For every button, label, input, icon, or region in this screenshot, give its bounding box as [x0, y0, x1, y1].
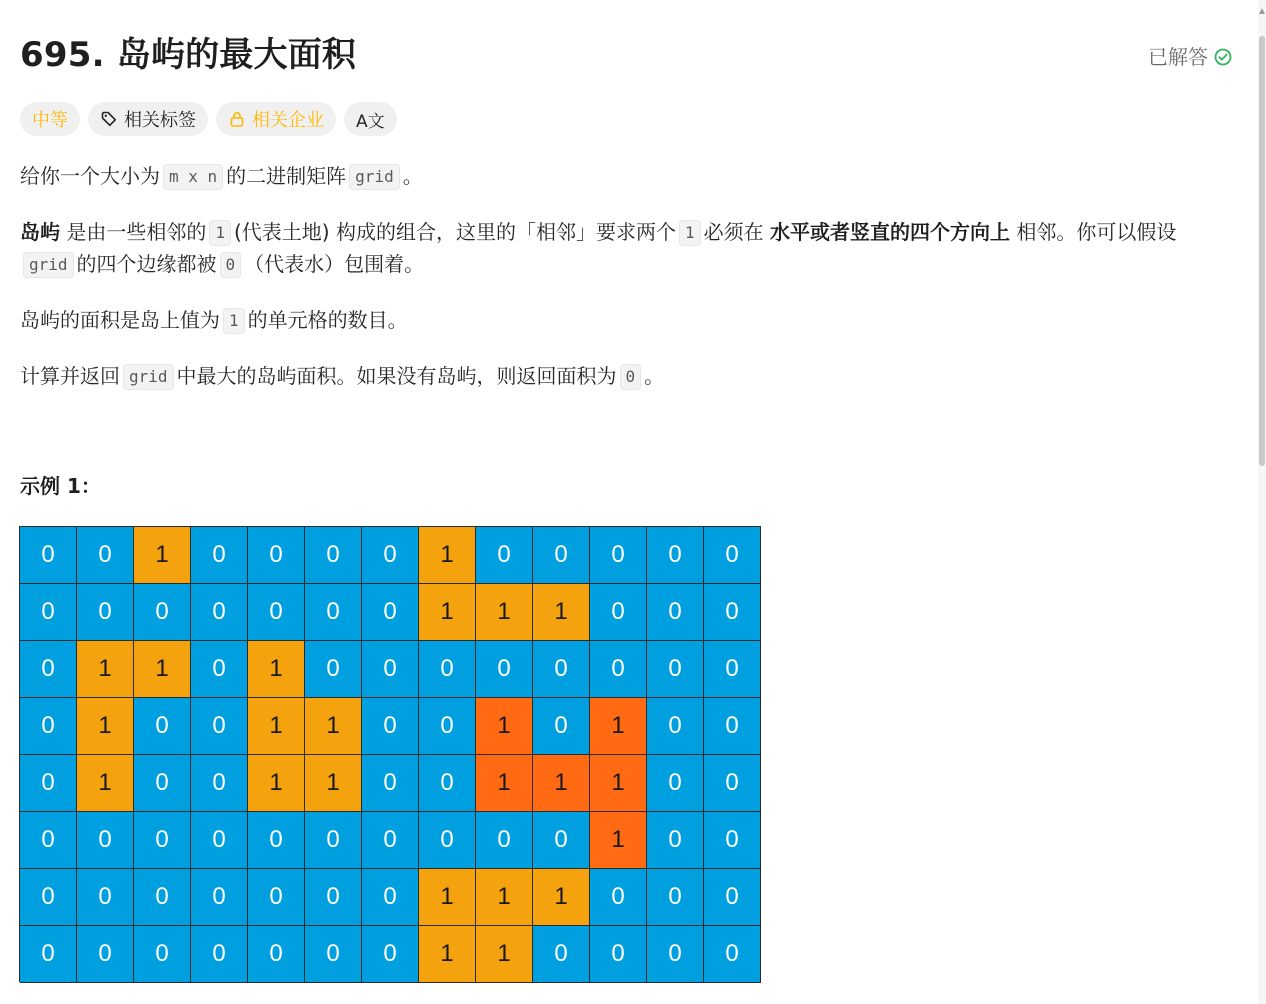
- example-title: 示例 1：: [20, 474, 101, 498]
- grid-cell: 0: [20, 812, 77, 869]
- grid-cell: 0: [134, 584, 191, 641]
- scroll-up-arrow-icon[interactable]: [1259, 8, 1265, 14]
- grid-cell: 0: [20, 527, 77, 584]
- grid-cell: 1: [476, 755, 533, 812]
- grid-cell: 0: [533, 641, 590, 698]
- grid-cell: 0: [647, 527, 704, 584]
- text-fragment: （代表水）包围着。: [244, 252, 425, 276]
- inline-code: 1: [209, 220, 231, 246]
- grid-cell: 0: [704, 641, 761, 698]
- problem-description: [20, 160, 1230, 416]
- grid-cell: 0: [77, 527, 134, 584]
- grid-cell: 0: [248, 584, 305, 641]
- grid-cell: 1: [77, 641, 134, 698]
- scrollbar[interactable]: [1258, 0, 1266, 1004]
- grid-cell: 0: [362, 527, 419, 584]
- grid-cell: 1: [533, 869, 590, 926]
- inline-code: 1: [679, 220, 701, 246]
- inline-code: 0: [620, 364, 642, 390]
- grid-cell: 1: [134, 527, 191, 584]
- grid-cell: 0: [533, 527, 590, 584]
- example-grid-image: [19, 526, 761, 982]
- grid-cell: 1: [533, 755, 590, 812]
- grid-cell: 0: [647, 755, 704, 812]
- related-tags-button[interactable]: [88, 102, 208, 136]
- problem-title: 695. 岛屿的最大面积: [20, 35, 357, 75]
- grid-cell: 0: [533, 926, 590, 983]
- grid-cell: 0: [704, 527, 761, 584]
- tag-bar: [20, 102, 397, 136]
- grid-cell: 0: [704, 869, 761, 926]
- grid-cell: 0: [476, 527, 533, 584]
- grid-cell: 1: [248, 641, 305, 698]
- inline-code: grid: [123, 364, 174, 390]
- grid-cell: 1: [305, 698, 362, 755]
- grid-cell: 1: [419, 869, 476, 926]
- solved-status[interactable]: [1148, 41, 1232, 70]
- text-fragment: 。: [402, 164, 423, 188]
- grid-cell: 0: [533, 812, 590, 869]
- text-fragment: 的二进制矩阵: [226, 164, 347, 188]
- inline-code: 0: [220, 252, 242, 278]
- grid-cell: 0: [647, 584, 704, 641]
- inline-code: m x n: [163, 164, 223, 190]
- grid-cell: 1: [248, 755, 305, 812]
- grid-cell: 0: [191, 755, 248, 812]
- grid-cell: 1: [476, 698, 533, 755]
- description-paragraph-4: [20, 360, 1230, 392]
- text-fragment: 相邻。你可以假设: [1016, 220, 1177, 244]
- grid-cell: 1: [419, 527, 476, 584]
- text-fragment: 的单元格的数目。: [247, 308, 408, 332]
- grid-cell: 0: [191, 812, 248, 869]
- grid-cell: 0: [20, 869, 77, 926]
- inline-code: grid: [23, 252, 74, 278]
- grid-cell: 0: [362, 698, 419, 755]
- grid-cell: 0: [704, 698, 761, 755]
- grid-cell: 1: [476, 926, 533, 983]
- grid-cell: 0: [647, 641, 704, 698]
- description-paragraph-2: [20, 216, 1230, 280]
- grid-cell: 0: [305, 584, 362, 641]
- grid-cell: 0: [191, 527, 248, 584]
- grid-cell: 0: [476, 641, 533, 698]
- bold-term: 岛屿: [20, 220, 60, 244]
- grid-cell: 0: [704, 584, 761, 641]
- grid-cell: 0: [248, 869, 305, 926]
- grid-cell: 0: [305, 869, 362, 926]
- grid-cell: 0: [134, 755, 191, 812]
- grid-cell: 0: [362, 812, 419, 869]
- grid-cell: 0: [305, 812, 362, 869]
- grid-cell: 0: [590, 641, 647, 698]
- grid-cell: 0: [704, 812, 761, 869]
- grid-cell: 0: [362, 926, 419, 983]
- scrollbar-thumb[interactable]: [1259, 36, 1265, 466]
- grid-cell: 0: [419, 698, 476, 755]
- grid-cell: 0: [590, 527, 647, 584]
- grid-cell: 1: [476, 869, 533, 926]
- grid-cell: 0: [305, 926, 362, 983]
- text-fragment: 岛屿的面积是岛上值为: [20, 308, 220, 332]
- grid-cell: 1: [248, 698, 305, 755]
- grid-cell: 1: [134, 641, 191, 698]
- grid-cell: 1: [419, 926, 476, 983]
- text-fragment: 给你一个大小为: [20, 164, 160, 188]
- grid-cell: 0: [362, 755, 419, 812]
- related-companies-button[interactable]: [216, 102, 336, 136]
- translate-button[interactable]: [344, 102, 397, 136]
- grid-cell: 0: [704, 926, 761, 983]
- grid-cell: 0: [77, 926, 134, 983]
- related-companies-label: 相关企业: [252, 110, 324, 131]
- grid-cell: 0: [248, 527, 305, 584]
- problem-header: [20, 30, 1232, 80]
- description-paragraph-1: [20, 160, 1230, 192]
- tag-icon: [100, 110, 118, 128]
- text-fragment: 中最大的岛屿面积。如果没有岛屿，则返回面积为: [176, 364, 617, 388]
- grid-cell: 0: [20, 641, 77, 698]
- grid-cell: 0: [191, 869, 248, 926]
- grid-cell: 0: [647, 698, 704, 755]
- grid-cell: 1: [590, 755, 647, 812]
- grid-cell: 0: [191, 698, 248, 755]
- grid-cell: 0: [20, 755, 77, 812]
- grid-cell: 1: [476, 584, 533, 641]
- grid-cell: 0: [248, 812, 305, 869]
- check-circle-icon: [1214, 47, 1232, 65]
- grid-cell: 0: [647, 926, 704, 983]
- grid-cell: 0: [590, 584, 647, 641]
- grid-cell: 0: [77, 584, 134, 641]
- grid-cell: 0: [305, 527, 362, 584]
- grid-cell: 0: [362, 584, 419, 641]
- text-fragment: 。: [644, 364, 665, 388]
- grid-cell: 0: [647, 869, 704, 926]
- grid-cell: 1: [77, 755, 134, 812]
- grid-cell: 0: [20, 698, 77, 755]
- grid-cell: 0: [134, 869, 191, 926]
- grid-cell: 0: [134, 812, 191, 869]
- grid-cell: 0: [419, 755, 476, 812]
- grid-cell: 0: [134, 926, 191, 983]
- grid-cell: 0: [476, 812, 533, 869]
- inline-code: grid: [349, 164, 400, 190]
- difficulty-label: 中等: [32, 110, 68, 131]
- grid-cell: 0: [191, 926, 248, 983]
- grid-cell: 0: [305, 641, 362, 698]
- grid-cell: 0: [533, 698, 590, 755]
- grid-cell: 0: [191, 584, 248, 641]
- inline-code: 1: [223, 308, 245, 334]
- bold-term: 水平或者竖直的四个方向上: [769, 220, 1010, 244]
- grid-cell: 0: [590, 869, 647, 926]
- text-fragment: 必须在: [703, 220, 764, 244]
- grid-cell: 0: [704, 755, 761, 812]
- grid-cell: 0: [248, 926, 305, 983]
- description-paragraph-3: [20, 304, 1230, 336]
- text-fragment: 是由一些相邻的: [66, 220, 207, 244]
- grid-cell: 0: [419, 812, 476, 869]
- grid-cell: 0: [77, 812, 134, 869]
- grid-cell: 0: [77, 869, 134, 926]
- grid-cell: 1: [77, 698, 134, 755]
- text-fragment: 的四个边缘都被: [76, 252, 217, 276]
- grid-cell: 0: [134, 698, 191, 755]
- grid-cell: 1: [590, 698, 647, 755]
- grid-cell: 1: [533, 584, 590, 641]
- translate-icon: A文: [356, 111, 385, 132]
- text-fragment: (代表土地) 构成的组合，这里的「相邻」要求两个: [234, 220, 676, 244]
- grid-cell: 0: [590, 926, 647, 983]
- grid-cell: 0: [362, 641, 419, 698]
- solved-status-label: 已解答: [1148, 45, 1208, 69]
- grid-cell: 1: [305, 755, 362, 812]
- related-tags-label: 相关标签: [124, 110, 196, 131]
- grid-cell: 0: [20, 926, 77, 983]
- grid-cell: 1: [590, 812, 647, 869]
- grid-cell: 0: [419, 641, 476, 698]
- lock-icon: [228, 110, 246, 128]
- grid-cell: 1: [419, 584, 476, 641]
- difficulty-badge: [20, 102, 80, 136]
- grid-cell: 0: [362, 869, 419, 926]
- grid-cell: 0: [191, 641, 248, 698]
- text-fragment: 计算并返回: [20, 364, 120, 388]
- grid-cell: 0: [647, 812, 704, 869]
- grid-cell: 0: [20, 584, 77, 641]
